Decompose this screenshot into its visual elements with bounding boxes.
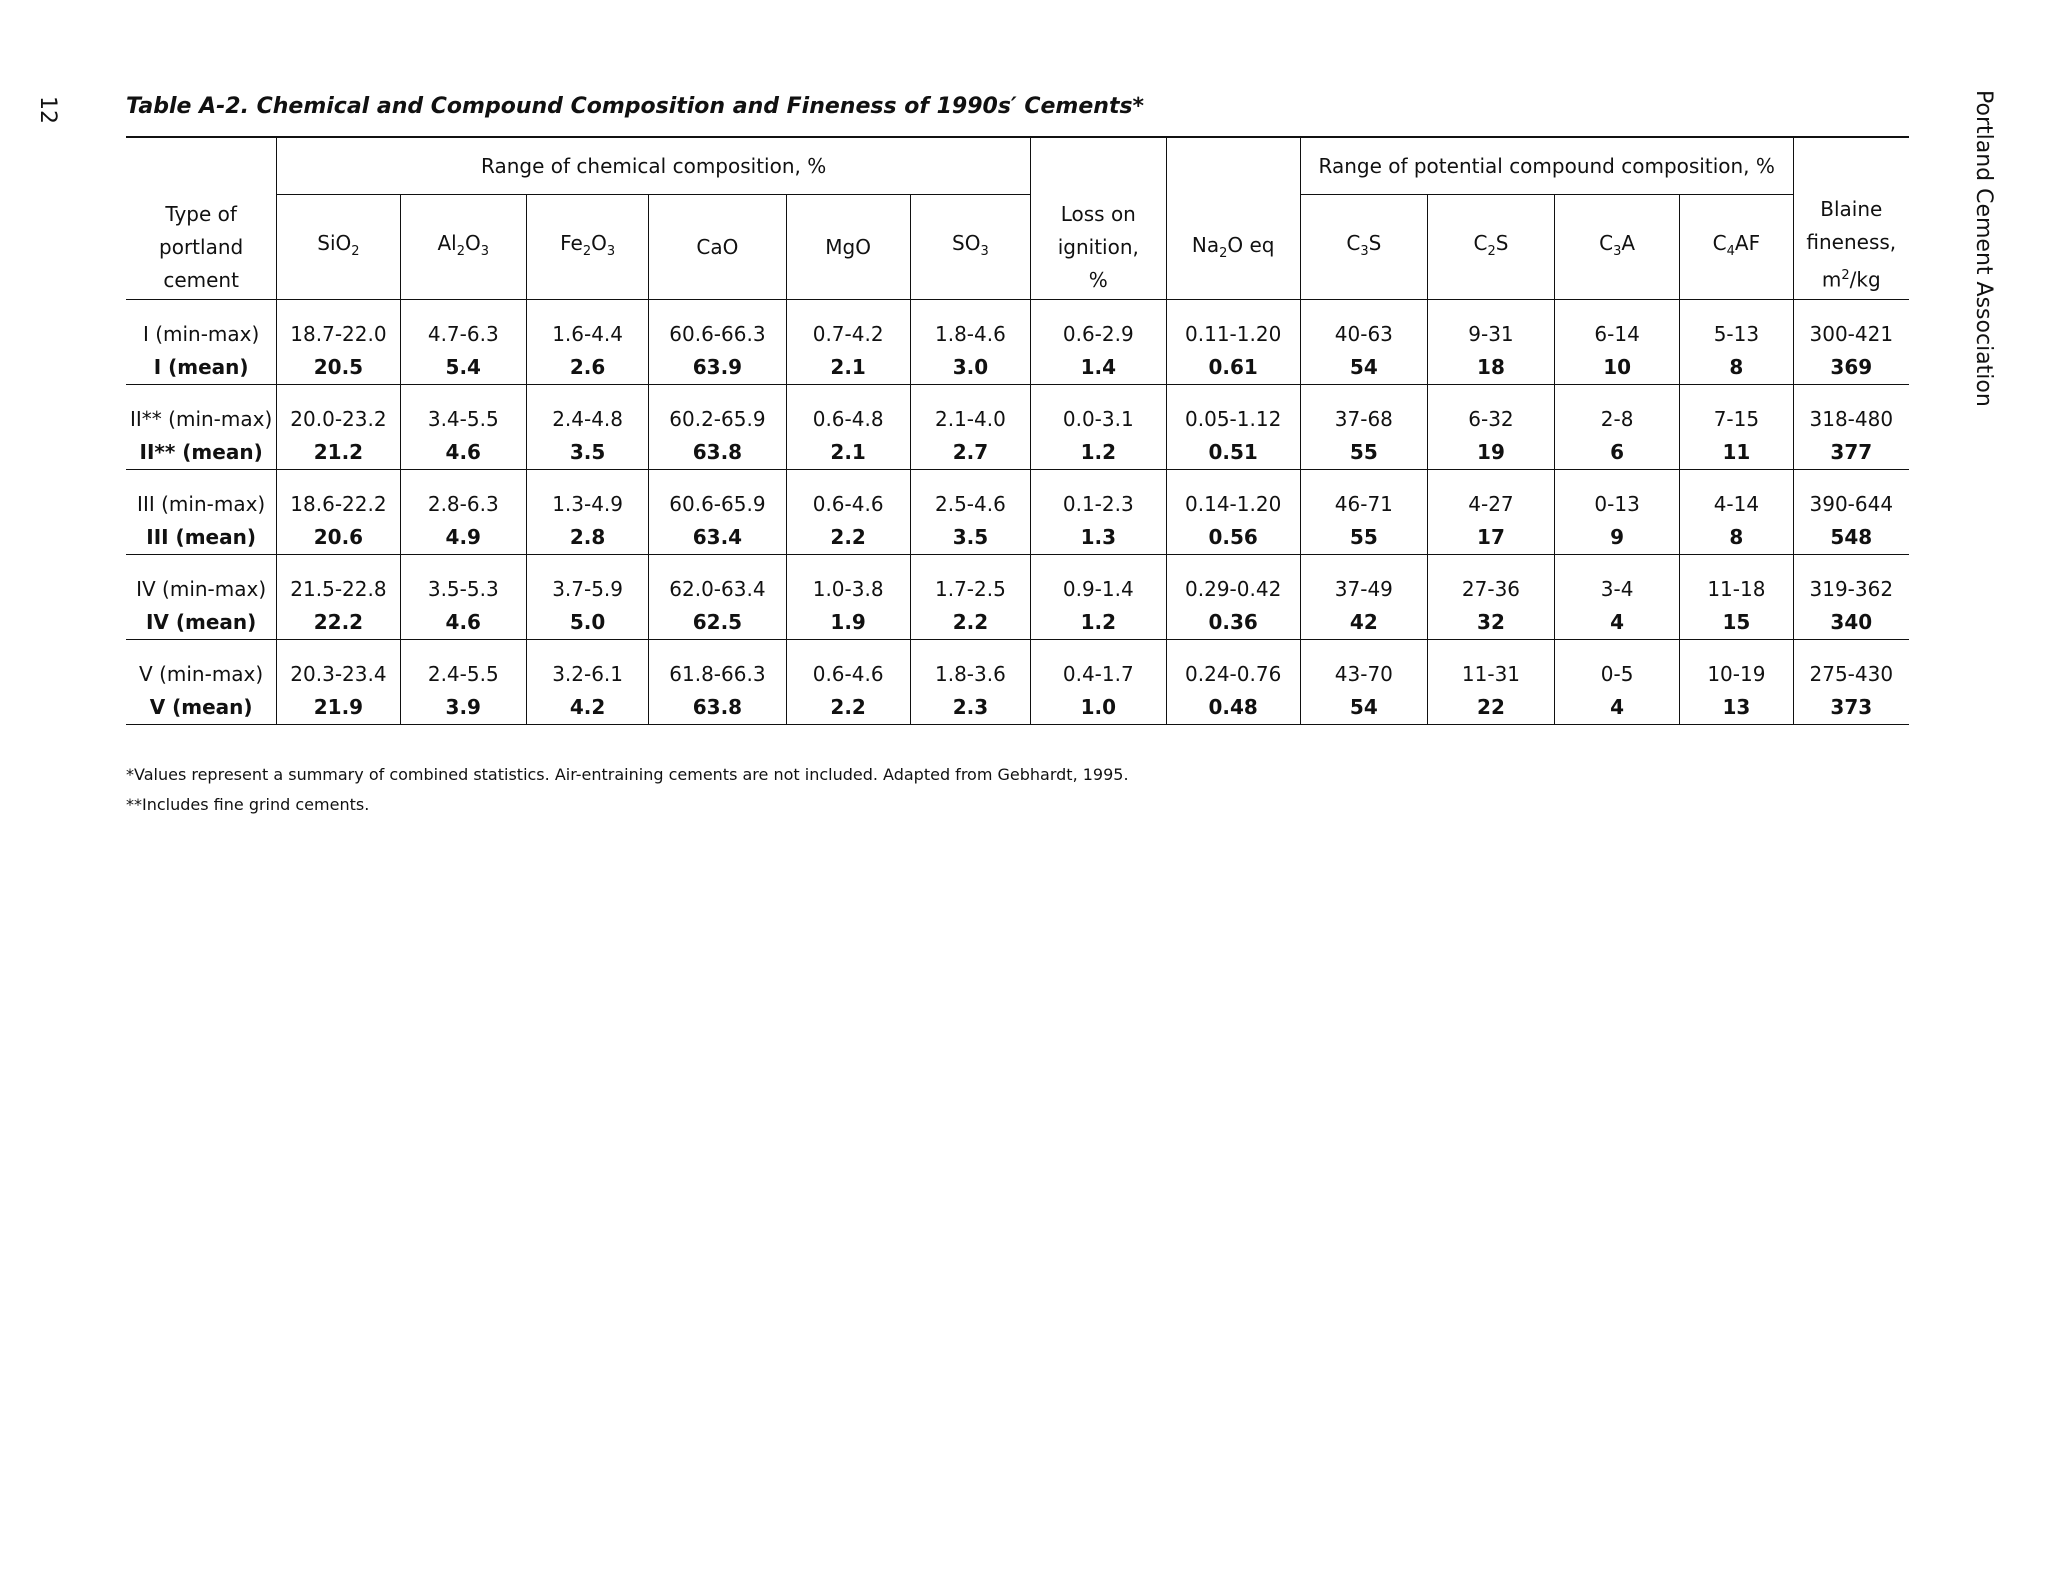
table-cell: 2.4-4.8: [526, 385, 648, 437]
footnote-values: *Values represent a summary of combined statistics. Air-entraining cements are not included. Adapted from Gebhardt, 1995.: [126, 765, 1129, 784]
cement-type-group: [126, 300, 1909, 385]
cement-type-label: I (min-max): [142, 322, 260, 346]
table-cell: 22: [1427, 691, 1554, 725]
table-cell: 318-480: [1793, 385, 1909, 437]
cement-type-label: IV (min-max): [136, 577, 267, 601]
table-cell: 4: [1555, 606, 1680, 640]
table-cell: 1.9: [786, 606, 910, 640]
table-cell: 1.2: [1031, 606, 1167, 640]
table-cell: 0-5: [1555, 640, 1680, 692]
header-al2o3: $Al_2O_3$: [400, 195, 526, 300]
table-cell: 0.1-2.3: [1031, 470, 1167, 522]
table-cell: 10-19: [1680, 640, 1793, 692]
table-cell: 4: [1555, 691, 1680, 725]
table-row-range: [126, 555, 1909, 607]
table-cell: 40-63: [1300, 300, 1427, 352]
table-cell: 1.8-4.6: [910, 300, 1030, 352]
table-cell: 3-4: [1555, 555, 1680, 607]
header-na2o-eq: $Na_2O$ eq: [1166, 137, 1300, 300]
header-mgo: MgO: [786, 195, 910, 300]
cement-type-group: [126, 470, 1909, 555]
header-fe2o3: $Fe_2O_3$: [526, 195, 648, 300]
table-cell: 0.6-2.9: [1031, 300, 1167, 352]
cement-type-label: II** (min-max): [130, 407, 273, 431]
table-cell: 43-70: [1300, 640, 1427, 692]
footnotes: [126, 760, 1129, 820]
table-cell: 2.1-4.0: [910, 385, 1030, 437]
table-cell: 9: [1555, 521, 1680, 555]
table-cell: 0.11-1.20: [1166, 300, 1300, 352]
table-cell: 0.51: [1166, 436, 1300, 470]
table-cell: 7-15: [1680, 385, 1793, 437]
table-cell: 373: [1793, 691, 1909, 725]
cement-type-label: III (mean): [126, 521, 277, 555]
table-cell: 55: [1300, 436, 1427, 470]
table-row-mean: [126, 606, 1909, 640]
table-cell: 5-13: [1680, 300, 1793, 352]
table-cell: 0.56: [1166, 521, 1300, 555]
table-cell: 11-31: [1427, 640, 1554, 692]
header-c3s: $C_3S$: [1300, 195, 1427, 300]
table-cell: 0.6-4.6: [786, 640, 910, 692]
table-row-range: [126, 470, 1909, 522]
cement-type-group: [126, 555, 1909, 640]
table-cell: 9-31: [1427, 300, 1554, 352]
header-blaine-fineness: Blaine fineness, $m^2/kg$: [1793, 137, 1909, 300]
table-cell: 13: [1680, 691, 1793, 725]
table-cell: 2.8: [526, 521, 648, 555]
footnote-fine-grind: **Includes fine grind cements.: [126, 795, 370, 814]
table-cell: 3.0: [910, 351, 1030, 385]
table-cell: 42: [1300, 606, 1427, 640]
table-cell: 4.6: [400, 606, 526, 640]
table-cell: 32: [1427, 606, 1554, 640]
table-cell: 8: [1680, 521, 1793, 555]
table-cell: 18.6-22.2: [277, 470, 400, 522]
table-cell: 5.0: [526, 606, 648, 640]
table-cell: 63.4: [649, 521, 786, 555]
table-cell: 3.5: [910, 521, 1030, 555]
cement-type-label: III (min-max): [137, 492, 266, 516]
table-cell: 17: [1427, 521, 1554, 555]
table-cell: 1.3: [1031, 521, 1167, 555]
table-cell: 18: [1427, 351, 1554, 385]
table-cell: 4.7-6.3: [400, 300, 526, 352]
table-cell: 2.7: [910, 436, 1030, 470]
header-c4af: $C_4AF$: [1680, 195, 1793, 300]
header-compound-group: Range of potential compound composition, %: [1300, 137, 1793, 195]
table-cell: 6: [1555, 436, 1680, 470]
table-cell: 60.6-65.9: [649, 470, 786, 522]
header-cao: CaO: [649, 195, 786, 300]
table-cell: 1.0-3.8: [786, 555, 910, 607]
table-cell: 2-8: [1555, 385, 1680, 437]
composition-table: [126, 136, 1909, 725]
table-cell: 61.8-66.3: [649, 640, 786, 692]
cement-type-label: I (mean): [126, 351, 277, 385]
cement-type-label: V (min-max): [139, 662, 264, 686]
table-cell: 0.7-4.2: [786, 300, 910, 352]
table-cell: 377: [1793, 436, 1909, 470]
cement-type-group: [126, 640, 1909, 725]
table-cell: 2.6: [526, 351, 648, 385]
table-cell: 3.7-5.9: [526, 555, 648, 607]
table-cell: 3.9: [400, 691, 526, 725]
table-cell: 11-18: [1680, 555, 1793, 607]
table-cell: 0.6-4.6: [786, 470, 910, 522]
table-cell: 62.5: [649, 606, 786, 640]
table-cell: 21.2: [277, 436, 400, 470]
table-cell: 55: [1300, 521, 1427, 555]
table-cell: 1.3-4.9: [526, 470, 648, 522]
table-cell: 20.0-23.2: [277, 385, 400, 437]
table-row-range: [126, 300, 1909, 352]
table-row-range: [126, 385, 1909, 437]
table-cell: 3.4-5.5: [400, 385, 526, 437]
table-cell: 4.9: [400, 521, 526, 555]
table-cell: 10: [1555, 351, 1680, 385]
table-cell: 369: [1793, 351, 1909, 385]
table-cell: 275-430: [1793, 640, 1909, 692]
table-cell: 0.9-1.4: [1031, 555, 1167, 607]
table-cell: 46-71: [1300, 470, 1427, 522]
table-cell: 0.4-1.7: [1031, 640, 1167, 692]
table-cell: 63.9: [649, 351, 786, 385]
table-cell: 54: [1300, 691, 1427, 725]
header-c2s: $C_2S$: [1427, 195, 1554, 300]
table-cell: 4.2: [526, 691, 648, 725]
table-cell: 548: [1793, 521, 1909, 555]
table-cell: 2.3: [910, 691, 1030, 725]
cement-type-label: IV (mean): [126, 606, 277, 640]
table-cell: 0.24-0.76: [1166, 640, 1300, 692]
table-cell: 54: [1300, 351, 1427, 385]
table-cell: 3.2-6.1: [526, 640, 648, 692]
table-cell: 4-27: [1427, 470, 1554, 522]
table-cell: 2.5-4.6: [910, 470, 1030, 522]
table-cell: 21.9: [277, 691, 400, 725]
table-cell: 3.5: [526, 436, 648, 470]
table-row-mean: [126, 351, 1909, 385]
table-cell: 6-32: [1427, 385, 1554, 437]
header-loss-on-ignition: Loss on ignition, %: [1031, 137, 1167, 300]
table-cell: 2.8-6.3: [400, 470, 526, 522]
table-cell: 2.2: [786, 691, 910, 725]
cement-type-label: II** (mean): [126, 436, 277, 470]
table-cell: 20.6: [277, 521, 400, 555]
table-cell: 4-14: [1680, 470, 1793, 522]
header-c3a: $C_3A$: [1555, 195, 1680, 300]
running-header: Portland Cement Association: [1971, 90, 1996, 407]
table-cell: 37-68: [1300, 385, 1427, 437]
table-row-mean: [126, 691, 1909, 725]
table-cell: 1.7-2.5: [910, 555, 1030, 607]
table-cell: 0.14-1.20: [1166, 470, 1300, 522]
table-cell: 5.4: [400, 351, 526, 385]
table-cell: 0.48: [1166, 691, 1300, 725]
table-cell: 15: [1680, 606, 1793, 640]
table-cell: 19: [1427, 436, 1554, 470]
table-cell: 21.5-22.8: [277, 555, 400, 607]
header-type: Type of portland cement: [126, 137, 277, 300]
table-cell: 300-421: [1793, 300, 1909, 352]
table-cell: 2.4-5.5: [400, 640, 526, 692]
table-cell: 319-362: [1793, 555, 1909, 607]
table-cell: 60.6-66.3: [649, 300, 786, 352]
table-cell: 2.1: [786, 436, 910, 470]
table-cell: 1.4: [1031, 351, 1167, 385]
table-cell: 63.8: [649, 691, 786, 725]
table-row-range: [126, 640, 1909, 692]
table-row-mean: [126, 521, 1909, 555]
table-cell: 2.1: [786, 351, 910, 385]
table-cell: 37-49: [1300, 555, 1427, 607]
table-header: [126, 137, 1909, 300]
header-sio2: SiO$_2$: [277, 195, 400, 300]
table-cell: 0.0-3.1: [1031, 385, 1167, 437]
table-cell: 4.6: [400, 436, 526, 470]
table-cell: 6-14: [1555, 300, 1680, 352]
table-cell: 2.2: [910, 606, 1030, 640]
cement-type-label: V (mean): [126, 691, 277, 725]
table-cell: 0.36: [1166, 606, 1300, 640]
table-cell: 1.2: [1031, 436, 1167, 470]
header-so3: $SO_3$: [910, 195, 1030, 300]
header-chemical-group: Range of chemical composition, %: [277, 137, 1031, 195]
table-cell: 390-644: [1793, 470, 1909, 522]
table-cell: 22.2: [277, 606, 400, 640]
table-cell: 60.2-65.9: [649, 385, 786, 437]
page-number: 12: [35, 96, 60, 124]
table-cell: 2.2: [786, 521, 910, 555]
table-cell: 63.8: [649, 436, 786, 470]
table-cell: 0.6-4.8: [786, 385, 910, 437]
table-cell: 1.6-4.4: [526, 300, 648, 352]
table-cell: 20.5: [277, 351, 400, 385]
table-cell: 0-13: [1555, 470, 1680, 522]
table-cell: 3.5-5.3: [400, 555, 526, 607]
table-title: Table A-2. Chemical and Compound Composition and Fineness of 1990s′ Cements*: [126, 94, 1145, 119]
table-cell: 0.61: [1166, 351, 1300, 385]
table-cell: 1.0: [1031, 691, 1167, 725]
table-cell: 18.7-22.0: [277, 300, 400, 352]
table-cell: 27-36: [1427, 555, 1554, 607]
cement-type-group: [126, 385, 1909, 470]
table-cell: 8: [1680, 351, 1793, 385]
table-cell: 62.0-63.4: [649, 555, 786, 607]
table-cell: 11: [1680, 436, 1793, 470]
table-cell: 1.8-3.6: [910, 640, 1030, 692]
table-row-mean: [126, 436, 1909, 470]
table-cell: 20.3-23.4: [277, 640, 400, 692]
table-cell: 340: [1793, 606, 1909, 640]
table-cell: 0.05-1.12: [1166, 385, 1300, 437]
table-cell: 0.29-0.42: [1166, 555, 1300, 607]
